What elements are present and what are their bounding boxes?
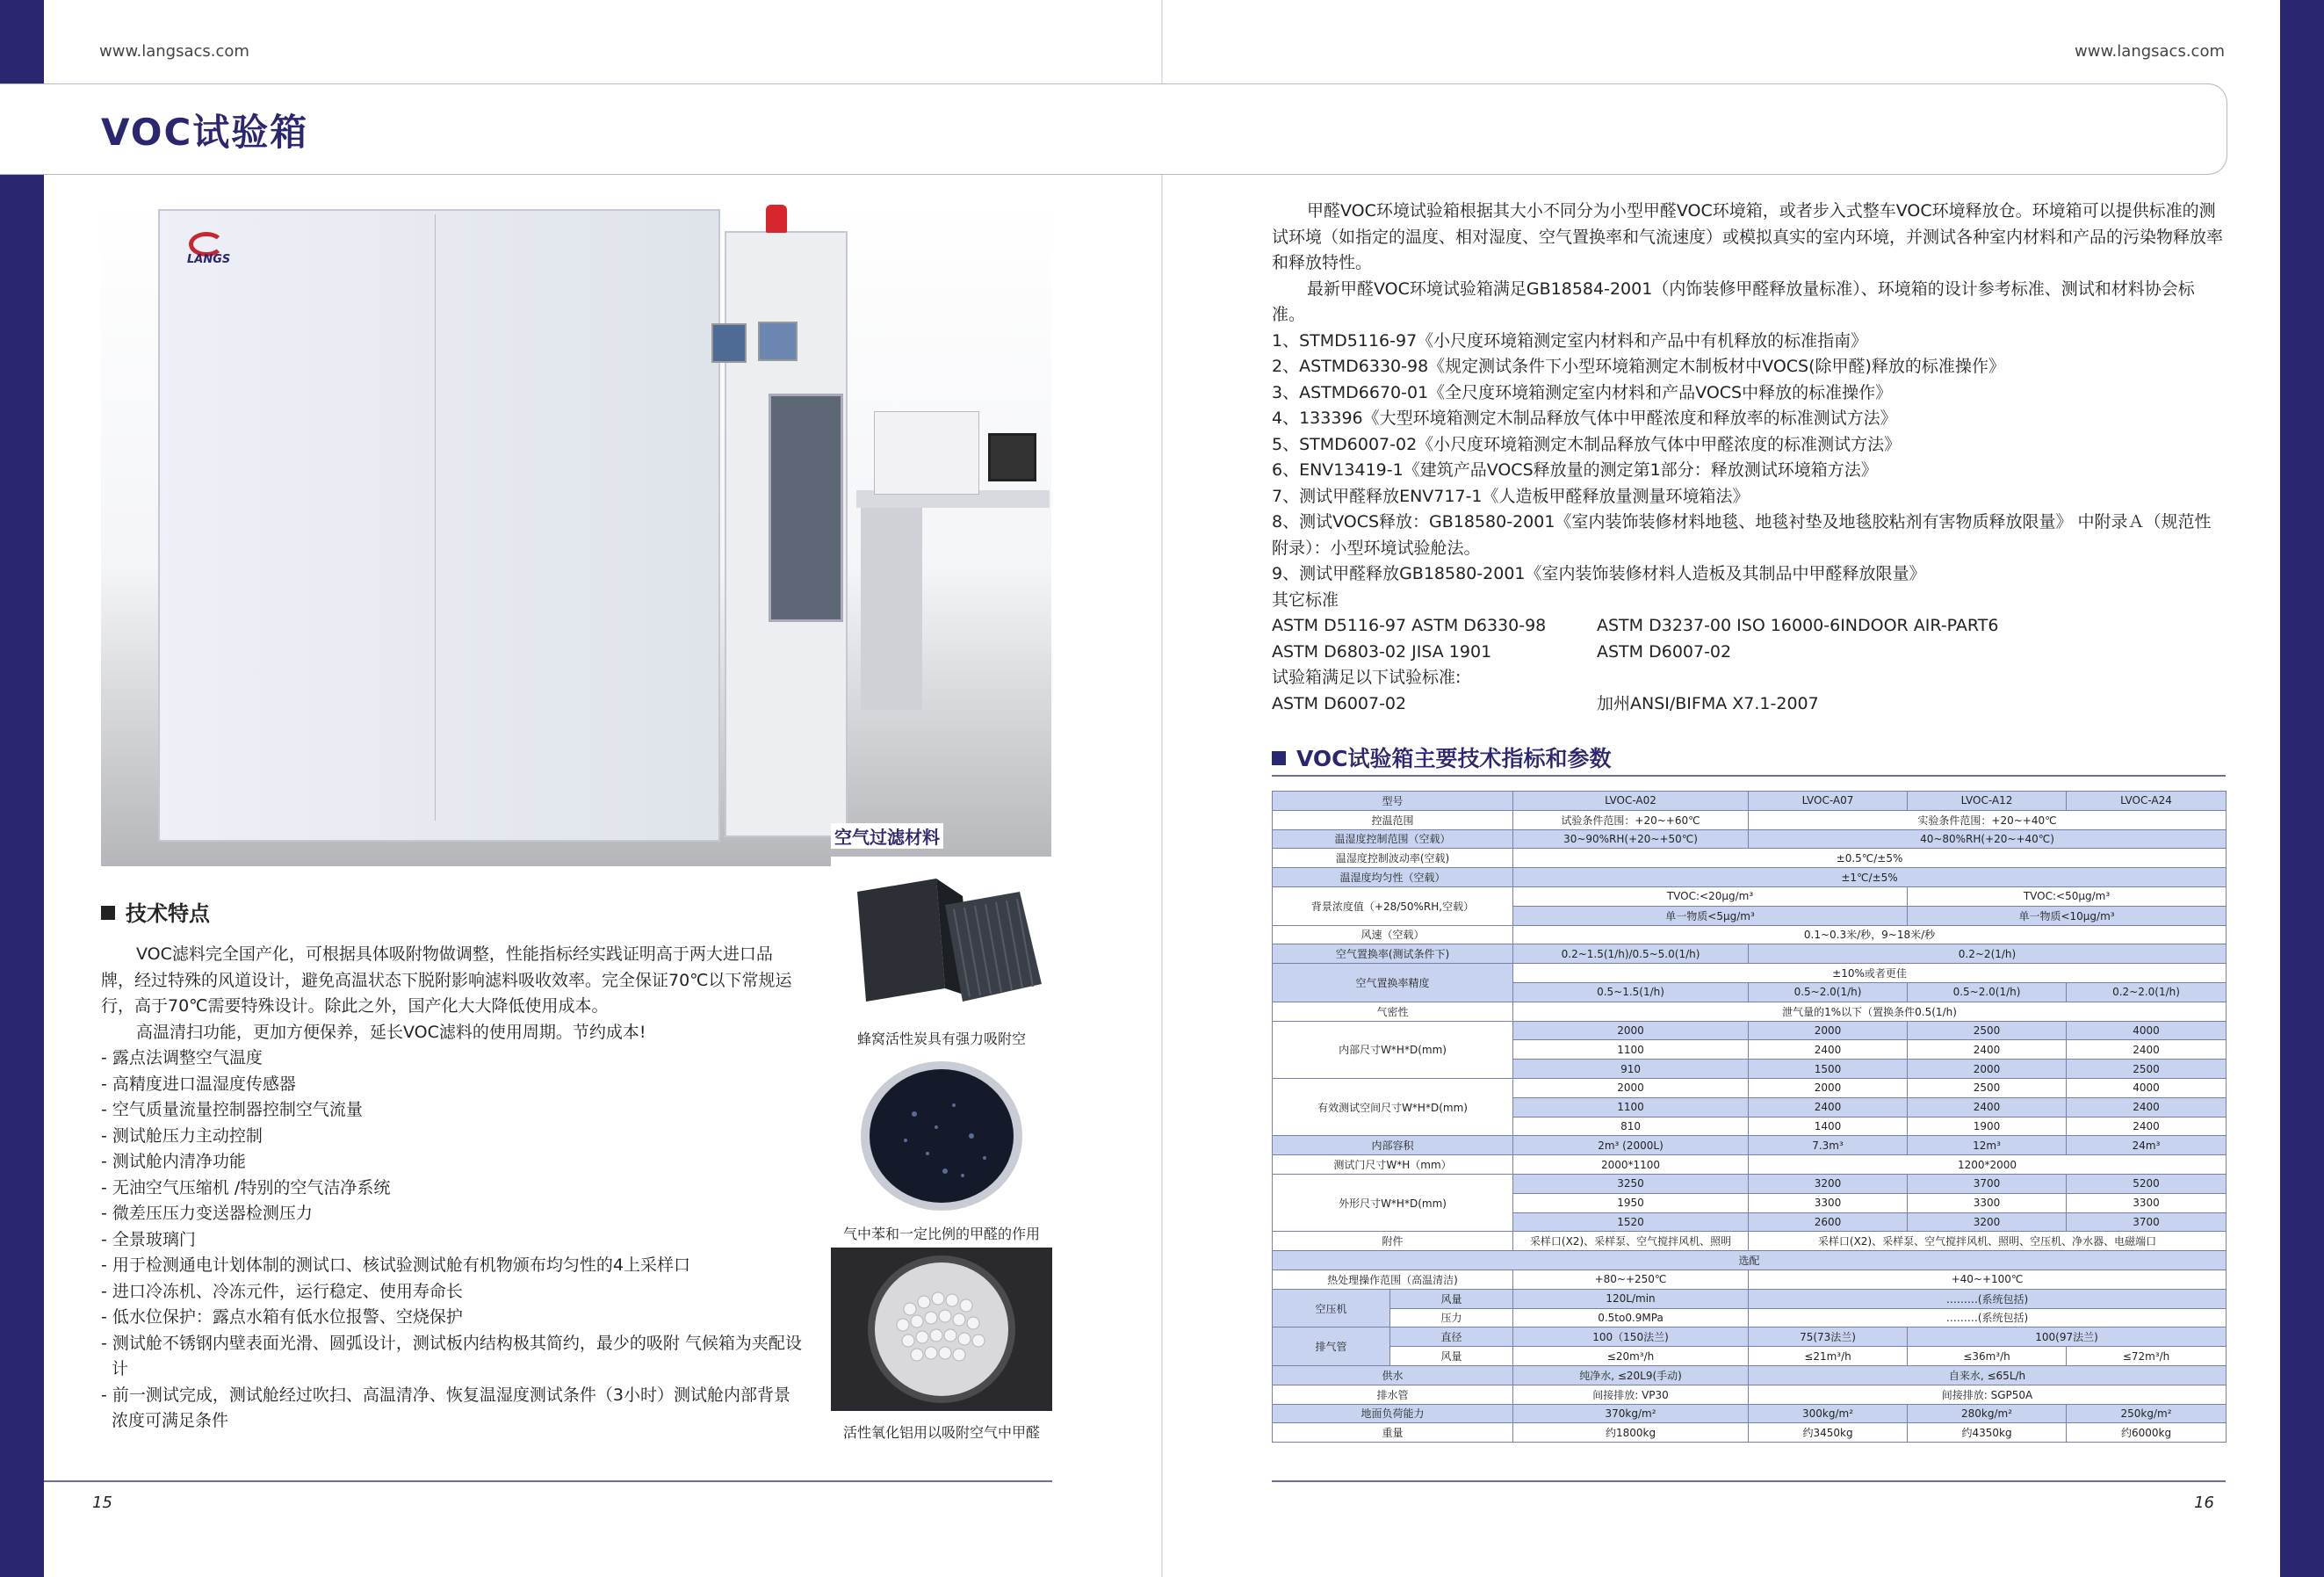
table-row <box>1273 1155 2227 1175</box>
table-cell: 风量 <box>1390 1347 1513 1366</box>
table-cell: 风速（空载） <box>1273 925 1513 944</box>
table-row <box>1273 1308 2227 1327</box>
features-heading: 技术特点 <box>101 896 210 927</box>
feature-item: - 空气质量流量控制器控制空气流量 <box>101 1100 363 1119</box>
table-cell: 背景浓度值（+28/50%RH,空载） <box>1273 886 1513 925</box>
table-cell: 外形尺寸W*H*D(mm) <box>1273 1174 1513 1231</box>
page-number-right: 16 <box>2194 1494 2214 1512</box>
table-cell: 温湿度控制范围（空载） <box>1273 829 1513 849</box>
table-row <box>1273 1002 2227 1021</box>
feature-item: - 测试舱压力主动控制 <box>101 1125 263 1146</box>
table-cell: 约6000kg <box>2067 1423 2227 1443</box>
table-cell: 75(73法兰) <box>1749 1327 1908 1347</box>
table-cell: 气密性 <box>1273 1002 1513 1021</box>
table-cell: 7.3m³ <box>1749 1136 1908 1155</box>
table-cell: 压力 <box>1390 1308 1513 1327</box>
table-cell: 40~80%RH(+20~+40℃) <box>1749 829 2227 849</box>
table-row <box>1273 1021 2227 1040</box>
table-cell: 2000 <box>1749 1078 1908 1097</box>
table-cell: 1520 <box>1513 1212 1749 1232</box>
table-cell: 约4350kg <box>1908 1423 2067 1443</box>
table-cell: 1950 <box>1513 1193 1749 1212</box>
table-row <box>1273 1136 2227 1155</box>
table-cell: 0.5~2.0(1/h) <box>1749 982 1908 1002</box>
table-cell: 热处理操作范围（高温清洁) <box>1273 1270 1513 1289</box>
table-cell: 910 <box>1513 1060 1749 1079</box>
table-cell: 地面负荷能力 <box>1273 1404 1513 1423</box>
table-row <box>1273 810 2227 829</box>
table-cell: 空气置换率精度 <box>1273 964 1513 1002</box>
warning-lamp <box>766 205 787 233</box>
table-row <box>1273 964 2227 983</box>
table-cell: 2500 <box>1908 1021 2067 1040</box>
table-cell: 排水管 <box>1273 1385 1513 1404</box>
meets-standards-label: 试验箱满足以下试验标准: <box>1272 668 1462 687</box>
alumina-photo <box>831 1248 1052 1411</box>
spec-table <box>1272 791 2227 1443</box>
table-cell: 4000 <box>2067 1021 2227 1040</box>
table-cell: 有效测试空间尺寸W*H*D(mm) <box>1273 1078 1513 1135</box>
table-cell: 4000 <box>2067 1078 2227 1097</box>
table-cell: 采样口(X2)、采样泵、空气搅拌风机、照明、空压机、净水器、电磁端口 <box>1749 1232 2227 1251</box>
table-cell: 实验条件范围：+20~+40℃ <box>1749 810 2227 829</box>
table-cell: TVOC:<20μg/m³ <box>1513 886 1908 906</box>
table-cell: 约1800kg <box>1513 1423 1749 1443</box>
table-cell: ≤21m³/h <box>1749 1347 1908 1366</box>
table-cell: 间接排放: SGP50A <box>1749 1385 2227 1404</box>
table-cell: 3250 <box>1513 1174 1749 1193</box>
touch-screen <box>758 322 798 361</box>
other-standards-label: 其它标准 <box>1272 590 1339 610</box>
table-cell: 24m³ <box>2067 1136 2227 1155</box>
table-cell: 供水 <box>1273 1365 1513 1385</box>
table-cell: 2400 <box>2067 1117 2227 1136</box>
table-cell: 重量 <box>1273 1423 1513 1443</box>
square-bullet-icon <box>101 906 115 920</box>
table-cell: 100（150法兰) <box>1513 1327 1749 1347</box>
filter-materials-title: 空气过滤材料 <box>831 823 943 849</box>
table-cell: 温湿度均匀性（空载） <box>1273 868 1513 887</box>
table-cell: 3700 <box>2067 1212 2227 1232</box>
granular-material-photo <box>831 1053 1052 1216</box>
glass-door-window <box>769 394 843 622</box>
table-cell: 810 <box>1513 1117 1749 1136</box>
table-cell: LVOC-A07 <box>1749 792 1908 811</box>
table-cell: 30~90%RH(+20~+50℃) <box>1513 829 1749 849</box>
feature-item: - 高精度进口温湿度传感器 <box>101 1074 296 1094</box>
alumina-caption: 活性氧化铝用以吸附空气中甲醛 <box>842 1424 1040 1441</box>
feature-item: - 测试舱不锈钢内壁表面光滑、圆弧设计，测试板内结构极其简约，最少的吸附 气候箱为夹配设计 <box>101 1333 802 1378</box>
table-cell: 0.2~1.5(1/h)/0.5~5.0(1/h) <box>1513 944 1749 964</box>
table-cell: 2500 <box>1908 1078 2067 1097</box>
table-cell: 2400 <box>1749 1040 1908 1060</box>
table-cell: 2500 <box>2067 1060 2227 1079</box>
standard-item: 7、测试甲醛释放ENV717-1《人造板甲醛释放量测量环境箱法》 <box>1272 486 1750 506</box>
page-title: VOC试验箱 <box>101 111 309 154</box>
table-cell: 直径 <box>1390 1327 1513 1347</box>
website-url-right[interactable]: www.langsacs.com <box>2075 42 2225 61</box>
page-number-left: 15 <box>92 1494 112 1512</box>
table-row <box>1273 849 2227 868</box>
spec-table-heading: VOC试验箱主要技术指标和参数 <box>1272 741 1612 773</box>
table-cell: 0.5to0.9MPa <box>1513 1308 1749 1327</box>
feature-item: - 进口冷冻机、冷冻元件，运行稳定、使用寿命长 <box>101 1281 463 1301</box>
feature-item: - 全景玻璃门 <box>101 1229 196 1249</box>
feature-item: - 微差压压力变送器检测压力 <box>101 1204 313 1223</box>
table-cell: 3200 <box>1908 1212 2067 1232</box>
table-cell: 250kg/m² <box>2067 1404 2227 1423</box>
analyzer-instrument <box>874 411 979 495</box>
table-cell: 约3450kg <box>1749 1423 1908 1443</box>
table-cell: 排气管 <box>1273 1327 1390 1366</box>
right-sidebar-bar <box>2280 0 2324 1577</box>
table-cell: 1100 <box>1513 1040 1749 1060</box>
table-cell: LVOC-A24 <box>2067 792 2227 811</box>
table-cell: ±10%或者更佳 <box>1513 964 2227 983</box>
table-cell: 采样口(X2)、采样泵、空气搅拌风机、照明 <box>1513 1232 1749 1251</box>
table-row <box>1273 1251 2227 1270</box>
features-paragraph: 高温清扫功能，更加方便保养，延长VOC滤料的使用周期。节约成本! <box>136 1022 646 1042</box>
website-url-left[interactable]: www.langsacs.com <box>99 42 249 61</box>
table-cell: ≤72m³/h <box>2067 1347 2227 1366</box>
intro-paragraph: 甲醛VOC环境试验箱根据其大小不同分为小型甲醛VOC环境箱，或者步入式整车VOC环境释放仓。环境箱可以提供标准的测试环境（如指定的温度、相对湿度、空气置换率和气流速度）或模拟真实的室内环境，并测试各种室内材料和产品的污染物释放率和释放特性。 <box>1272 201 2224 272</box>
standard-item: 5、STMD6007-02《小尺度环境箱测定木制品释放气体中甲醛浓度的标准测试方法》 <box>1272 434 1902 454</box>
feature-item: - 前一测试完成，测试舱经过吹扫、高温清净、恢复温湿度测试条件（3小时）测试舱内部背景浓度可满足条件 <box>101 1385 790 1430</box>
table-cell: 型号 <box>1273 792 1513 811</box>
table-cell: 2000*1100 <box>1513 1155 1749 1175</box>
table-cell: 0.2~2(1/h) <box>1749 944 2227 964</box>
meets-standards-grid: ASTM D6007-02 加州ANSI/BIFMA X7.1-2007 <box>1272 693 1819 713</box>
table-cell: 试验条件范围：+20~+60℃ <box>1513 810 1749 829</box>
honeycomb-carbon-caption: 蜂窝活性炭具有强力吸附空 <box>856 1031 1026 1047</box>
table-cell: 300kg/m² <box>1749 1404 1908 1423</box>
table-cell: 0.1~0.3米/秒，9~18米/秒 <box>1513 925 2227 944</box>
feature-item: - 无油空气压缩机 /特别的空气洁净系统 <box>101 1177 391 1197</box>
feature-item: - 低水位保护：露点水箱有低水位报警、空烧保护 <box>101 1307 463 1327</box>
table-cell: 0.2~2.0(1/h) <box>2067 982 2227 1002</box>
table-cell: 单一物质<5μg/m³ <box>1513 906 1908 925</box>
table-cell: ………(系统包括) <box>1749 1289 2227 1308</box>
table-cell: 泄气量的1%以下（置换条件0.5(1/h) <box>1513 1002 2227 1021</box>
table-cell: 120L/min <box>1513 1289 1749 1308</box>
table-row <box>1273 1404 2227 1423</box>
table-row <box>1273 1078 2227 1097</box>
table-cell: 280kg/m² <box>1908 1404 2067 1423</box>
table-cell: 附件 <box>1273 1232 1513 1251</box>
table-cell: 控温范围 <box>1273 810 1513 829</box>
table-cell: +40~+100℃ <box>1749 1270 2227 1289</box>
table-cell: 0.5~2.0(1/h) <box>1908 982 2067 1002</box>
table-cell: 1900 <box>1908 1117 2067 1136</box>
table-cell: 5200 <box>2067 1174 2227 1193</box>
table-cell: 2400 <box>1908 1040 2067 1060</box>
table-row <box>1273 1174 2227 1193</box>
standard-item: 2、ASTMD6330-98《规定测试条件下小型环境箱测定木制板材中VOCS(除甲醛)释放的标准操作》 <box>1272 357 2005 376</box>
table-cell: 选配 <box>1273 1251 2227 1270</box>
table-cell: 2000 <box>1749 1021 1908 1040</box>
standard-item: 9、测试甲醛释放GB18580-2001《室内装饰装修材料人造板及其制品中甲醛释放限量》 <box>1272 564 1926 583</box>
table-cell: 间接排放: VP30 <box>1513 1385 1749 1404</box>
features-body <box>101 942 804 1435</box>
table-cell: 2m³ (2000L) <box>1513 1136 1749 1155</box>
table-cell: +80~+250℃ <box>1513 1270 1749 1289</box>
table-cell: 2400 <box>1749 1097 1908 1117</box>
table-cell: 3200 <box>1749 1174 1908 1193</box>
table-row <box>1273 944 2227 964</box>
heading-rule <box>1272 775 2226 777</box>
table-cell: 3300 <box>1749 1193 1908 1212</box>
table-cell: LVOC-A02 <box>1513 792 1749 811</box>
table-cell: 3700 <box>1908 1174 2067 1193</box>
table-cell: 1500 <box>1749 1060 1908 1079</box>
standard-item: 3、ASTMD6670-01《全尺度环境箱测定室内材料和产品VOCS中释放的标准操作》 <box>1272 382 1893 402</box>
table-cell: 2400 <box>2067 1040 2227 1060</box>
product-photo <box>101 200 1051 866</box>
chamber-cabinet <box>158 209 720 842</box>
table-cell: 2600 <box>1749 1212 1908 1232</box>
standard-item: 4、133396《大型环境箱测定木制品释放气体中甲醛浓度和释放率的标准测试方法》 <box>1272 409 1897 428</box>
table-cell: 1200*2000 <box>1749 1155 2227 1175</box>
table-cell: 2000 <box>1513 1078 1749 1097</box>
table-cell: 0.5~1.5(1/h) <box>1513 982 1749 1002</box>
table-cell: ≤20m³/h <box>1513 1347 1749 1366</box>
table-cell: 3300 <box>1908 1193 2067 1212</box>
granular-material-caption: 气中苯和一定比例的甲醛的作用 <box>842 1226 1040 1242</box>
table-cell: 单一物质<10μg/m³ <box>1908 906 2227 925</box>
table-cell: 自来水, ≤65L/h <box>1749 1365 2227 1385</box>
table-cell: ±0.5℃/±5% <box>1513 849 2227 868</box>
table-row <box>1273 1270 2227 1289</box>
table-cell: 2000 <box>1513 1021 1749 1040</box>
features-paragraph: VOC滤料完全国产化，可根据具体吸附物做调整，性能指标经实践证明高于两大进口品牌，经过特殊的风道设计，避免高温状态下脱附影响滤料吸收效率。完全保证70℃以下常规运行，高于70℃需要特殊设计。除此之外，国产化大大降低使用成本。 <box>101 944 792 1016</box>
table-cell: 3300 <box>2067 1193 2227 1212</box>
table-row <box>1273 868 2227 887</box>
table-cell: 1100 <box>1513 1097 1749 1117</box>
table-cell: 温湿度控制波动率(空载) <box>1273 849 1513 868</box>
table-row <box>1273 829 2227 849</box>
brand-logo-text: LANGS <box>187 253 231 266</box>
standard-item: 6、ENV13419-1《建筑产品VOCS释放量的测定第1部分：释放测试环境箱方法》 <box>1272 460 1878 480</box>
table-cell: 测试门尺寸W*H（mm） <box>1273 1155 1513 1175</box>
feature-item: - 测试舱内清净功能 <box>101 1152 246 1171</box>
table-cell: 12m³ <box>1908 1136 2067 1155</box>
table-row <box>1273 792 2227 811</box>
table-cell: ………(系统包括) <box>1749 1308 2227 1327</box>
table-cell: 空气置换率(测试条件下) <box>1273 944 1513 964</box>
table-cell: 风量 <box>1390 1289 1513 1308</box>
table-row <box>1273 1347 2227 1366</box>
table-row <box>1273 1289 2227 1308</box>
footer-rule-left <box>44 1480 1052 1482</box>
table-cell: ≤36m³/h <box>1908 1347 2067 1366</box>
other-standards-grid: ASTM D5116-97 ASTM D6330-98 ASTM D3237-00 ISO 16000-6INDOOR AIR-PART6 ASTM D6803-02 JISA 1901 ASTM D6007-02 <box>1272 616 1999 662</box>
feature-item: - 用于检测通电计划体制的测试口、核试验测试舱有机物颁布均匀性的4上采样口 <box>101 1255 690 1275</box>
table-cell: ±1℃/±5% <box>1513 868 2227 887</box>
table-cell: 2000 <box>1908 1060 2067 1079</box>
table-cell: 空压机 <box>1273 1289 1390 1327</box>
footer-rule-right <box>1272 1480 2226 1482</box>
table-cell: TVOC:<50μg/m³ <box>1908 886 2227 906</box>
title-band <box>0 83 2227 175</box>
table-row <box>1273 1385 2227 1404</box>
table-row <box>1273 886 2227 906</box>
table-cell: 2400 <box>1908 1097 2067 1117</box>
table-cell: 纯净水, ≤20L9(手动) <box>1513 1365 1749 1385</box>
feature-item: - 露点法调整空气温度 <box>101 1048 263 1067</box>
table-row <box>1273 925 2227 944</box>
left-sidebar-bar <box>0 0 44 1577</box>
standard-item: 1、STMD5116-97《小尺度环境箱测定室内材料和产品中有机释放的标准指南》 <box>1272 330 1868 351</box>
intro-paragraph: 最新甲醛VOC环境试验箱满足GB18584-2001（内饰装修甲醛释放量标准）、环境箱的设计参考标准、测试和材料协会标准。 <box>1272 279 2195 324</box>
table-cell: 2400 <box>2067 1097 2227 1117</box>
monitor <box>988 433 1036 481</box>
table-row <box>1273 1327 2227 1347</box>
table-cell: 100(97法兰) <box>1908 1327 2227 1347</box>
table-cell: 内部尺寸W*H*D(mm) <box>1273 1021 1513 1078</box>
table-cell: 内部容积 <box>1273 1136 1513 1155</box>
table-row <box>1273 1423 2227 1443</box>
table-cell: 1400 <box>1749 1117 1908 1136</box>
square-bullet-icon <box>1272 751 1286 765</box>
table-row <box>1273 1365 2227 1385</box>
table-row <box>1273 1232 2227 1251</box>
honeycomb-carbon-photo <box>831 857 1052 1020</box>
table-cell: 370kg/m² <box>1513 1404 1749 1423</box>
standard-item: 8、测试VOCS释放：GB18580-2001《室内装饰装修材料地毯、地毯衬垫及地毯胶粘剂有害物质释放限量》 中附录Ａ（规范性附录）：小型环境试验舱法。 <box>1272 512 2212 558</box>
intro-body <box>1272 199 2226 717</box>
table-cell: LVOC-A12 <box>1908 792 2067 811</box>
page-gutter <box>1161 0 1163 1577</box>
